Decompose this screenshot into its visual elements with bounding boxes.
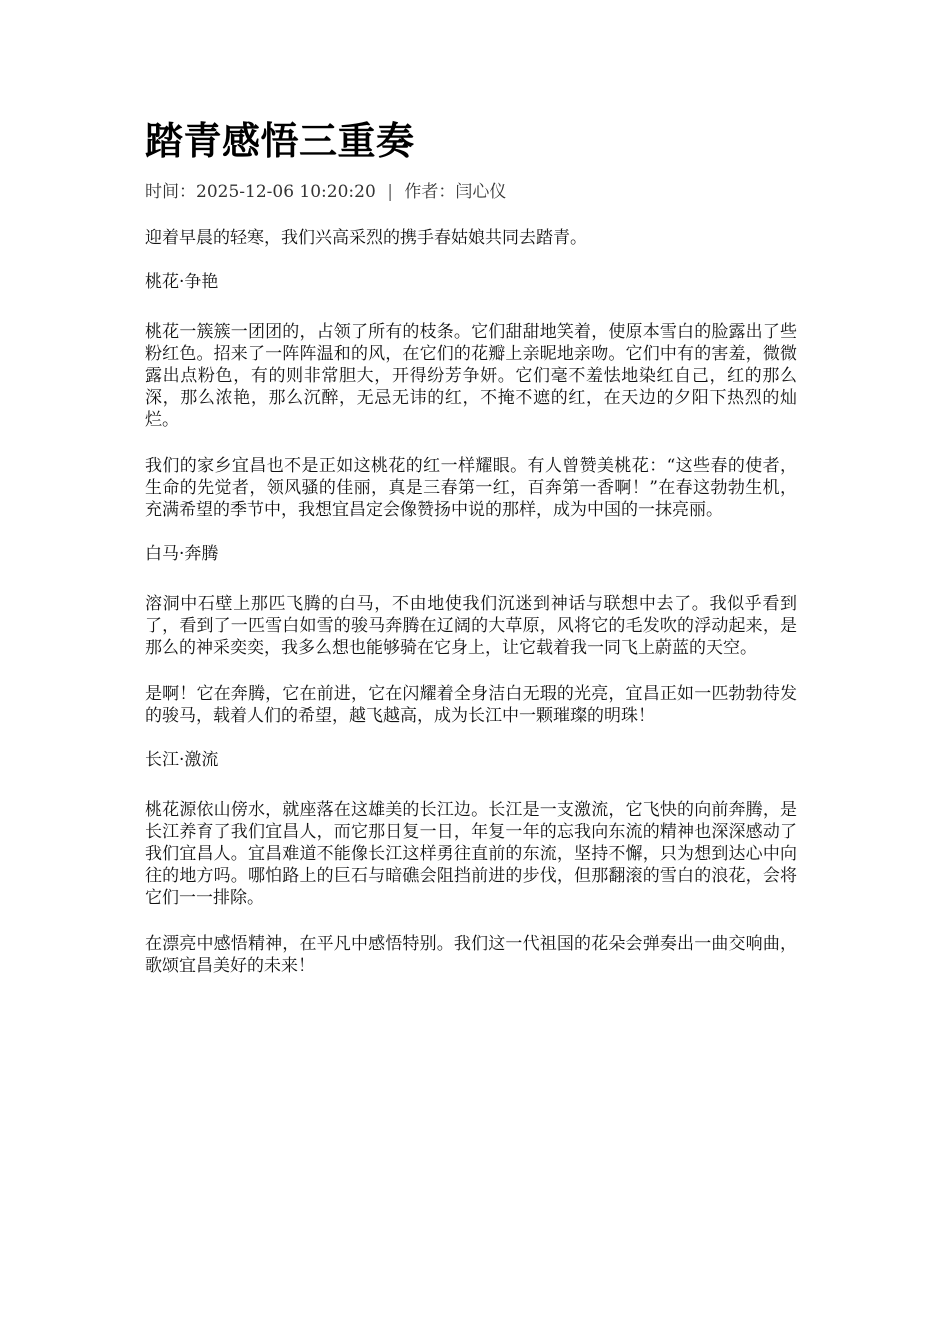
paragraph: 桃花源依山傍水，就座落在这雄美的长江边。长江是一支激流，它飞快的向前奔腾，是长江养育了我们宜昌人，而它那日复一日，年复一年的忘我向东流的精神也深深感动了我们宜昌人。宜昌难道不能像长江这样勇往直前的东流，坚持不懈，只为想到达心中向往的地方吗。哪怕路上的巨石与暗礁会阻挡前进的步伐，但那翻滚的雪白的浪花，会将它们一一排除。	[145, 800, 797, 908]
article	[145, 112, 797, 977]
closing-paragraph: 在漂亮中感悟精神，在平凡中感悟特别。我们这一代祖国的花朵会弹奏出一曲交响曲，歌颂宜昌美好的未来！	[145, 934, 797, 976]
paragraph: 是啊！它在奔腾，它在前进，它在闪耀着全身洁白无瑕的光亮，宜昌正如一匹勃勃待发的骏马，载着人们的希望，越飞越高，成为长江中一颗璀璨的明珠！	[145, 684, 797, 726]
section-heading-river: 长江·激流	[145, 750, 219, 770]
author-name: 闫心仪	[455, 182, 507, 202]
paragraph: 桃花一簇簇一团团的，占领了所有的枝条。它们甜甜地笑着，使原本雪白的脸露出了些粉红色。招来了一阵阵温和的风，在它们的花瓣上亲昵地亲吻。它们中有的害羞，微微露出点粉色，有的则非常胆大，开得纷芳争妍。它们毫不羞怯地染红自己，红的那么深，那么浓艳，那么沉醉，无忌无讳的红，不掩不遮的红，在天边的夕阳下热烈的灿烂。	[145, 322, 797, 430]
section-heading-peach: 桃花·争艳	[145, 272, 219, 292]
article-meta	[145, 181, 797, 203]
intro-paragraph: 迎着早晨的轻寒，我们兴高采烈的携手春姑娘共同去踏青。	[145, 228, 587, 248]
time-label: 时间：	[145, 182, 196, 202]
section-heading-horse: 白马·奔腾	[145, 544, 219, 564]
meta-separator: |	[387, 182, 393, 202]
article-body	[145, 227, 797, 977]
article-title: 踏青感悟三重奏	[145, 119, 415, 163]
paragraph: 溶洞中石壁上那匹飞腾的白马，不由地使我们沉迷到神话与联想中去了。我似乎看到了，看到了一匹雪白如雪的骏马奔腾在辽阔的大草原，风将它的毛发吹的浮动起来，是那么的神采奕奕，我多么想也能够骑在它身上，让它载着我一同飞上蔚蓝的天空。	[145, 594, 797, 658]
publish-time: 2025-12-06 10:20:20	[196, 182, 376, 202]
author-label: 作者：	[404, 182, 456, 202]
paragraph: 我们的家乡宜昌也不是正如这桃花的红一样耀眼。有人曾赞美桃花：“这些春的使者，生命的先觉者，领风骚的佳丽，真是三春第一红，百奔第一香啊！”在春这勃勃生机，充满希望的季节中，我想宜昌定会像赞扬中说的那样，成为中国的一抹亮丽。	[145, 456, 797, 520]
